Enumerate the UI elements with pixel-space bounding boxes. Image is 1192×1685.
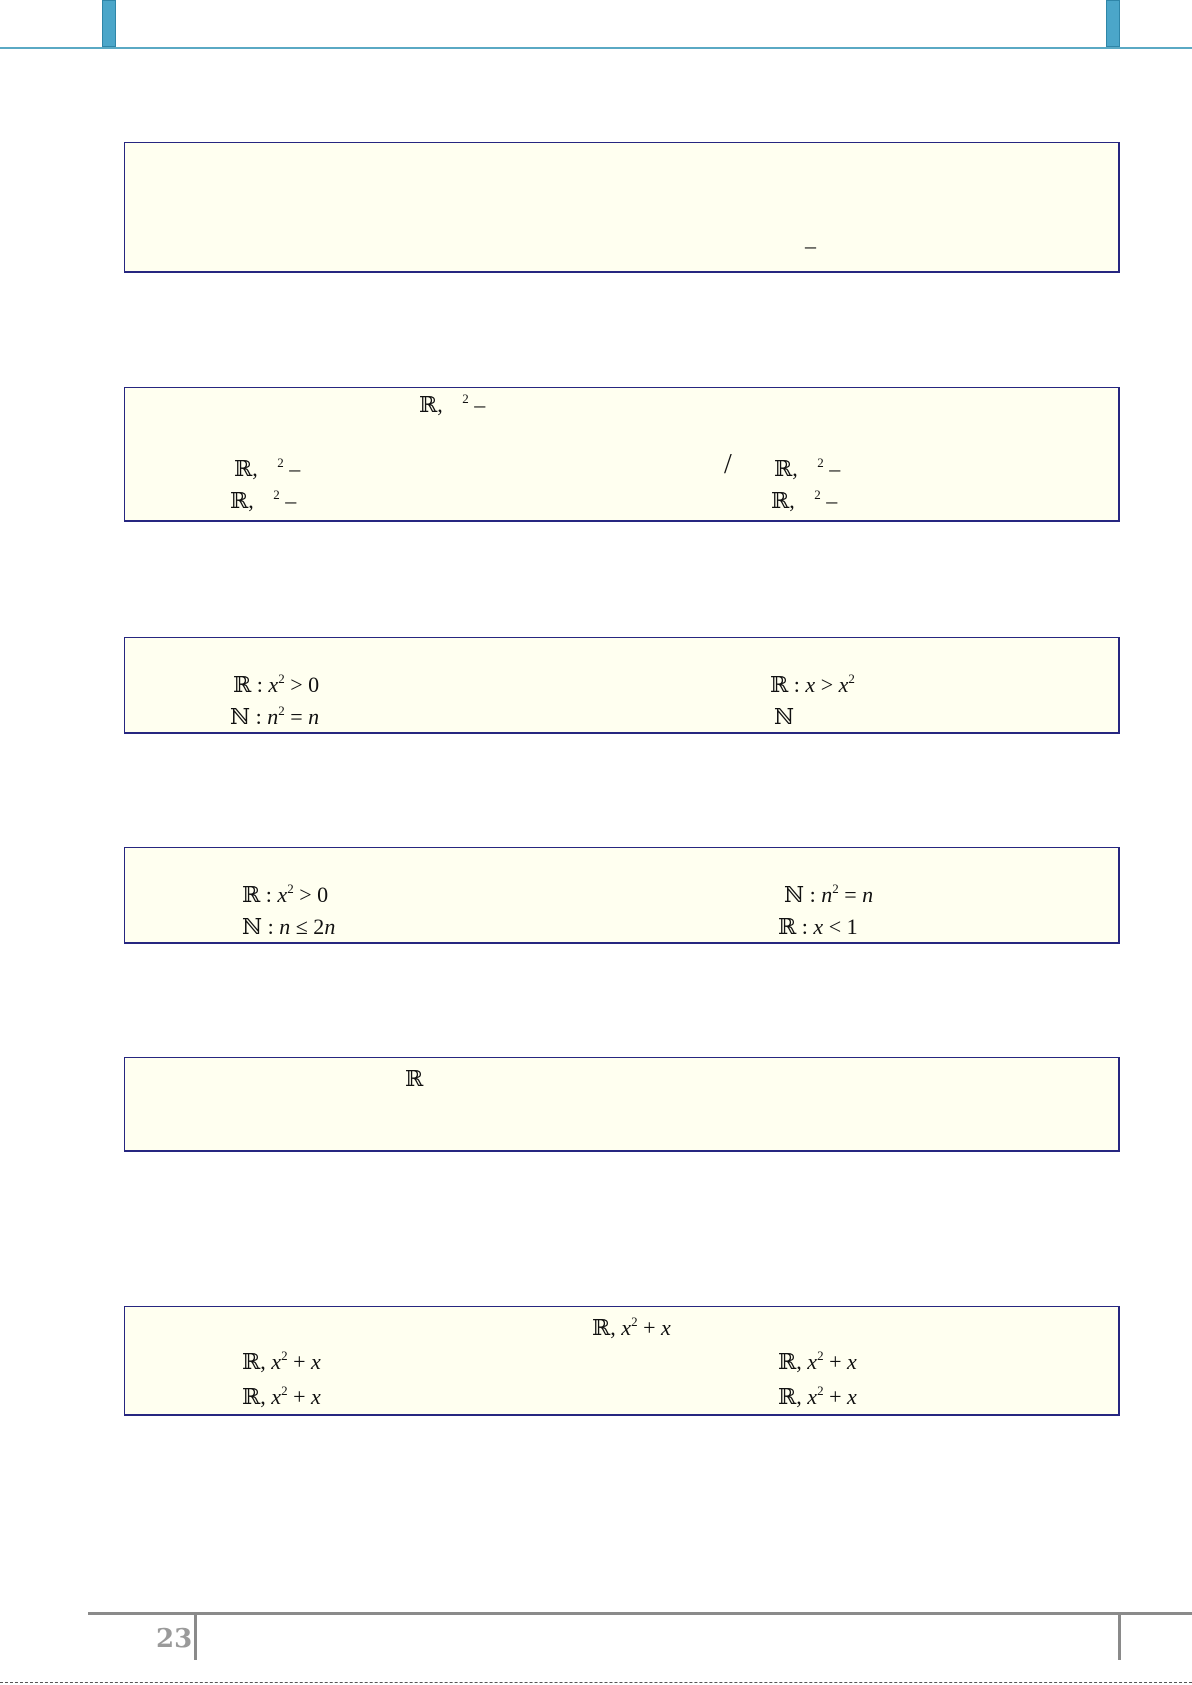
operator: + [287, 1384, 311, 1409]
colon: : [788, 672, 806, 697]
dash-mark: – [289, 456, 301, 481]
set-symbol: ℝ, [778, 1384, 802, 1409]
set-symbol: ℝ, [242, 1384, 266, 1409]
option-b [770, 672, 855, 698]
exponent: 2 [631, 1314, 638, 1329]
set-symbol: ℝ, [419, 392, 443, 417]
operator: + [637, 1315, 661, 1340]
slash-mark: / [724, 449, 732, 480]
variable: x [271, 1349, 282, 1374]
footer-rule [88, 1612, 1192, 1615]
set-symbol: ℝ [405, 1066, 424, 1091]
exponent: 2 [817, 1348, 824, 1363]
operator: + [823, 1384, 847, 1409]
option-d [774, 704, 794, 730]
exponent: 2 [287, 881, 294, 896]
exponent: 2 [281, 1348, 288, 1363]
exponent: 2 [277, 455, 284, 470]
set-symbol: ℝ, [234, 456, 258, 481]
colon: : [250, 704, 268, 729]
variable: x [813, 914, 824, 939]
variable: n [308, 704, 320, 729]
set-symbol: ℝ [770, 672, 789, 697]
option-c [230, 488, 296, 514]
set-symbol: ℕ [242, 914, 263, 939]
header-tab-left [102, 0, 116, 47]
option-d [778, 1384, 857, 1410]
exponent: 2 [278, 703, 285, 718]
exponent: 2 [278, 671, 285, 686]
variable: x [621, 1315, 632, 1340]
dash-mark: – [829, 456, 841, 481]
exponent: 2 [462, 391, 469, 406]
variable: x [846, 1384, 857, 1409]
dash-mark: – [805, 233, 816, 258]
exercise-box-4 [124, 847, 1120, 944]
variable: n [267, 704, 279, 729]
variable: x [271, 1384, 282, 1409]
variable: n [279, 914, 291, 939]
option-b [774, 456, 840, 482]
option-b [784, 882, 873, 908]
option-c [242, 1384, 321, 1410]
variable: n [324, 914, 336, 939]
relation: < 1 [823, 914, 858, 939]
set-symbol: ℝ, [242, 1349, 266, 1374]
option-d [778, 914, 858, 940]
option-b [778, 1349, 857, 1375]
set-symbol: ℝ, [771, 488, 795, 513]
dash-mark: – [474, 392, 486, 417]
option-a [242, 882, 328, 908]
variable: x [268, 672, 279, 697]
set-symbol: ℝ, [774, 456, 798, 481]
option-d [771, 488, 837, 514]
exponent: 2 [817, 1383, 824, 1398]
colon: : [796, 914, 814, 939]
dash-mark: – [826, 488, 838, 513]
colon: : [804, 882, 822, 907]
question-expression [592, 1315, 671, 1341]
relation: > [815, 672, 839, 697]
colon: : [262, 914, 280, 939]
option-c [230, 704, 319, 730]
set-symbol: ℝ, [592, 1315, 616, 1340]
set-symbol: ℝ, [230, 488, 254, 513]
exercise-box-1 [124, 142, 1120, 273]
exponent: 2 [832, 881, 839, 896]
relation: = [284, 704, 309, 729]
exponent: 2 [273, 487, 280, 502]
variable: x [805, 672, 816, 697]
exercise-box-2 [124, 387, 1120, 522]
variable: n [821, 882, 833, 907]
variable: n [862, 882, 874, 907]
variable: x [310, 1349, 321, 1374]
set-symbol: ℝ, [778, 1349, 802, 1374]
option-a [242, 1349, 321, 1375]
dash-mark: – [285, 488, 297, 513]
variable: x [277, 882, 288, 907]
set-symbol: ℕ [774, 704, 795, 729]
variable: x [846, 1349, 857, 1374]
question-expression [419, 392, 485, 418]
set-symbol: ℝ [233, 672, 252, 697]
variable: x [310, 1384, 321, 1409]
exponent: 2 [817, 455, 824, 470]
set-symbol: ℕ [230, 704, 251, 729]
relation: ≤ 2 [290, 914, 325, 939]
relation: = [838, 882, 863, 907]
variable: x [807, 1349, 818, 1374]
set-symbol: ℝ [778, 914, 797, 939]
operator: + [287, 1349, 311, 1374]
exercise-box-3 [124, 637, 1120, 734]
exponent: 2 [281, 1383, 288, 1398]
operator: + [823, 1349, 847, 1374]
exponent: 2 [814, 487, 821, 502]
set-symbol: ℕ [784, 882, 805, 907]
relation: > 0 [284, 672, 320, 697]
exercise-box-5 [124, 1057, 1120, 1152]
set-symbol: ℝ [242, 882, 261, 907]
exponent: 2 [848, 671, 855, 686]
option-a [234, 456, 300, 482]
exercise-box-6 [124, 1306, 1120, 1416]
variable: x [660, 1315, 671, 1340]
colon: : [251, 672, 269, 697]
option-c [242, 914, 335, 940]
option-a [233, 672, 319, 698]
footer-divider-right [1118, 1612, 1121, 1660]
page-edge-dashes [0, 1682, 1192, 1683]
relation: > 0 [293, 882, 329, 907]
page-number: 23 [156, 1624, 193, 1654]
colon: : [260, 882, 278, 907]
footer-divider-left [194, 1612, 197, 1660]
variable: x [807, 1384, 818, 1409]
header-tab-right [1106, 0, 1120, 47]
variable: x [838, 672, 849, 697]
header-rule [0, 47, 1192, 49]
